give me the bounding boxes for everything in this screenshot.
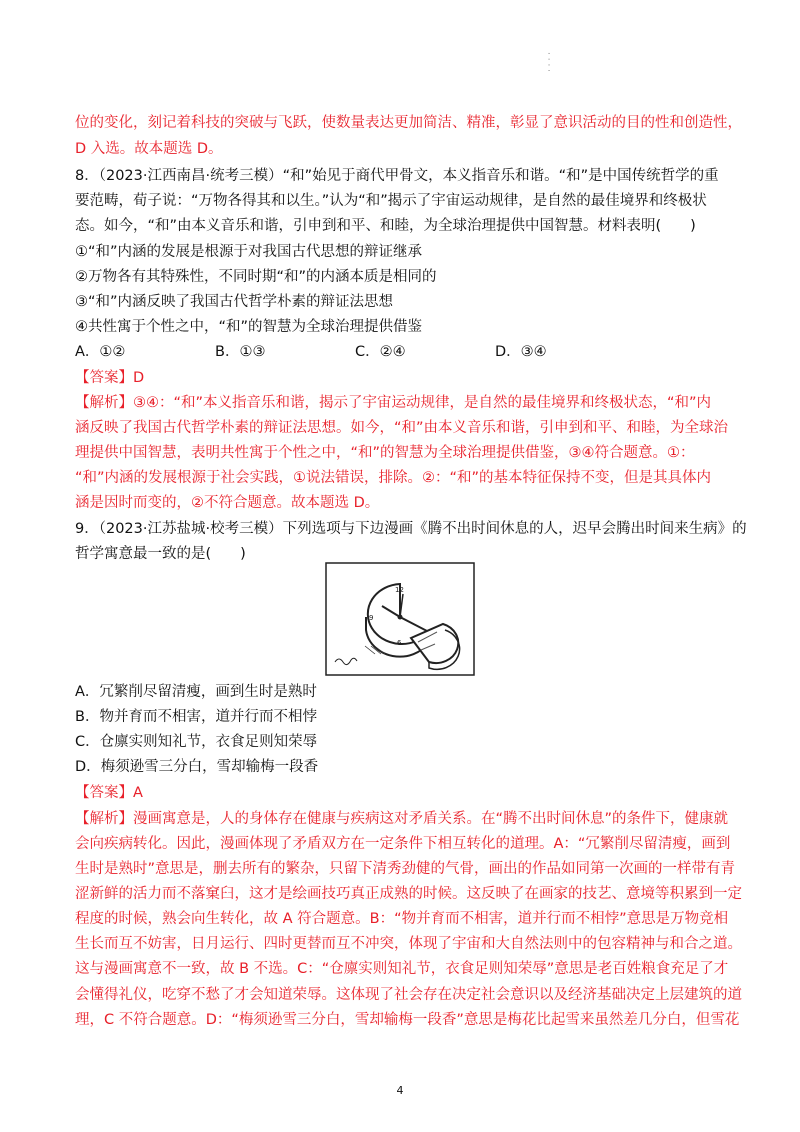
q9-option-b: B．物并育而不相害，道并行而不相悖 [75, 709, 317, 725]
q8-statement-2: ②万物各有其特殊性，不同时期“和”的内涵本质是相同的 [75, 269, 437, 285]
q8-analysis-line-2: 涵反映了我国古代哲学朴素的辩证法思想。如今，“和”由本义音乐和谐，引申到和平、和睦，为全球治 [75, 420, 729, 436]
q8-statement-3: ③“和”内涵反映了我国古代哲学朴素的辩证法思想 [75, 294, 394, 310]
clock-pie-cartoon-icon [325, 562, 475, 676]
decorative-dots: · · · · [543, 52, 553, 73]
q9-analysis-line-9: 理，C 不符合题意。D：“梅须逊雪三分白，雪却输梅一段香”意思是梅花比起雪来虽然差几分白，但雪花 [75, 1012, 740, 1028]
q9-analysis-line-4: 涩新鲜的活力而不落窠臼，这才是绘画技巧真正成熟的时候。这反映了在画家的技艺、意境等积累到一定 [75, 886, 742, 902]
q8-answer: 【答案】D [75, 370, 145, 386]
q8-options [75, 342, 547, 362]
intro-line-2: D 入选。故本题选 D。 [75, 141, 223, 157]
q9-analysis-line-1: 【解析】漫画寓意是，人的身体存在健康与疾病这对矛盾关系。在“腾不出时间休息”的条件下，健康就 [75, 811, 729, 827]
intro-line-1: 位的变化，刻记着科技的突破与飞跃，使数量表达更加简洁、精准，彰显了意识活动的目的性和创造性， [75, 115, 742, 131]
q8-option-c: C．②④ [355, 344, 406, 360]
q9-analysis-line-8: 会懂得礼仪，吃穿不愁了才会知道荣辱。这体现了社会存在决定社会意识以及经济基础决定上层建筑的道 [75, 987, 742, 1003]
q9-answer: 【答案】A [75, 785, 143, 801]
q8-stem-line-1: 8．（2023·江西南昌·统考三模）“和”始见于商代甲骨文，本义指音乐和谐。“和”是中国传统哲学的重 [75, 168, 719, 184]
q9-analysis-line-3: 生时是熟时”意思是，删去所有的繁杂，只留下清秀劲健的气骨，画出的作品如同第一次画的一样带有青 [75, 861, 736, 877]
q9-stem-line-2: 哲学寓意最一致的是( ) [75, 546, 246, 562]
q8-stem-line-3: 态。如今，“和”由本义音乐和谐，引申到和平、和睦，为全球治理提供中国智慧。材料表明( ) [75, 218, 696, 234]
q8-option-d: D．③④ [495, 344, 547, 360]
q9-analysis-line-2: 会向疾病转化。因此，漫画体现了矛盾双方在一定条件下相互转化的道理。A：“冗繁削尽留清瘦，画到 [75, 836, 731, 852]
svg-text:12: 12 [395, 586, 404, 594]
q9-analysis-line-7: 这与漫画寓意不一致，故 B 不选。C：“仓廪实则知礼节，衣食足则知荣辱”意思是老百姓粮食充足了才 [75, 961, 729, 977]
q8-statement-4: ④共性寓于个性之中，“和”的智慧为全球治理提供借鉴 [75, 319, 423, 335]
q9-option-d: D．梅须逊雪三分白，雪却输梅一段香 [75, 759, 319, 775]
q8-analysis-line-3: 理提供中国智慧，表明共性寓于个性之中，“和”的智慧为全球治理提供借鉴，③④符合题意。①： [75, 445, 695, 461]
q9-analysis-line-6: 生长而互不妨害，日月运行、四时更替而互不冲突，体现了宇宙和大自然法则中的包容精神与和合之道。 [75, 936, 742, 952]
q8-option-b: B．①③ [215, 344, 266, 360]
q8-analysis-line-1: 【解析】③④：“和”本义指音乐和谐，揭示了宇宙运动规律，是自然的最佳境界和终极状态，“和”内 [75, 395, 712, 411]
svg-text:9: 9 [369, 614, 374, 622]
q9-stem-line-1: 9．（2023·江苏盐城·校考三模）下列选项与下边漫画《腾不出时间休息的人，迟早会腾出时间来生病》的 [75, 521, 747, 537]
q8-analysis-line-4: “和”内涵的发展根源于社会实践，①说法错误，排除。②：“和”的基本特征保持不变，但是其具体内 [75, 470, 712, 486]
q9-option-c: C．仓廪实则知礼节，衣食足则知荣辱 [75, 734, 318, 750]
svg-text:6: 6 [397, 639, 402, 647]
q8-option-a: A．①② [75, 344, 126, 360]
page-number: 4 [396, 1084, 404, 1097]
q8-statement-1: ①“和”内涵的发展是根源于对我国古代思想的辩证继承 [75, 244, 423, 260]
q8-analysis-line-5: 涵是因时而变的，②不符合题意。故本题选 D。 [75, 495, 380, 511]
q8-stem-line-2: 要范畴，荀子说：“万物各得其和以生。”认为“和”揭示了宇宙运动规律，是自然的最佳境界和终极状 [75, 193, 707, 209]
q9-analysis-line-5: 程度的时候，熟会向生转化，故 A 符合题意。B：“物并育而不相害，道并行而不相悖”意思是万物竞相 [75, 911, 729, 927]
q9-option-a: A．冗繁削尽留清瘦，画到生时是熟时 [75, 684, 317, 700]
